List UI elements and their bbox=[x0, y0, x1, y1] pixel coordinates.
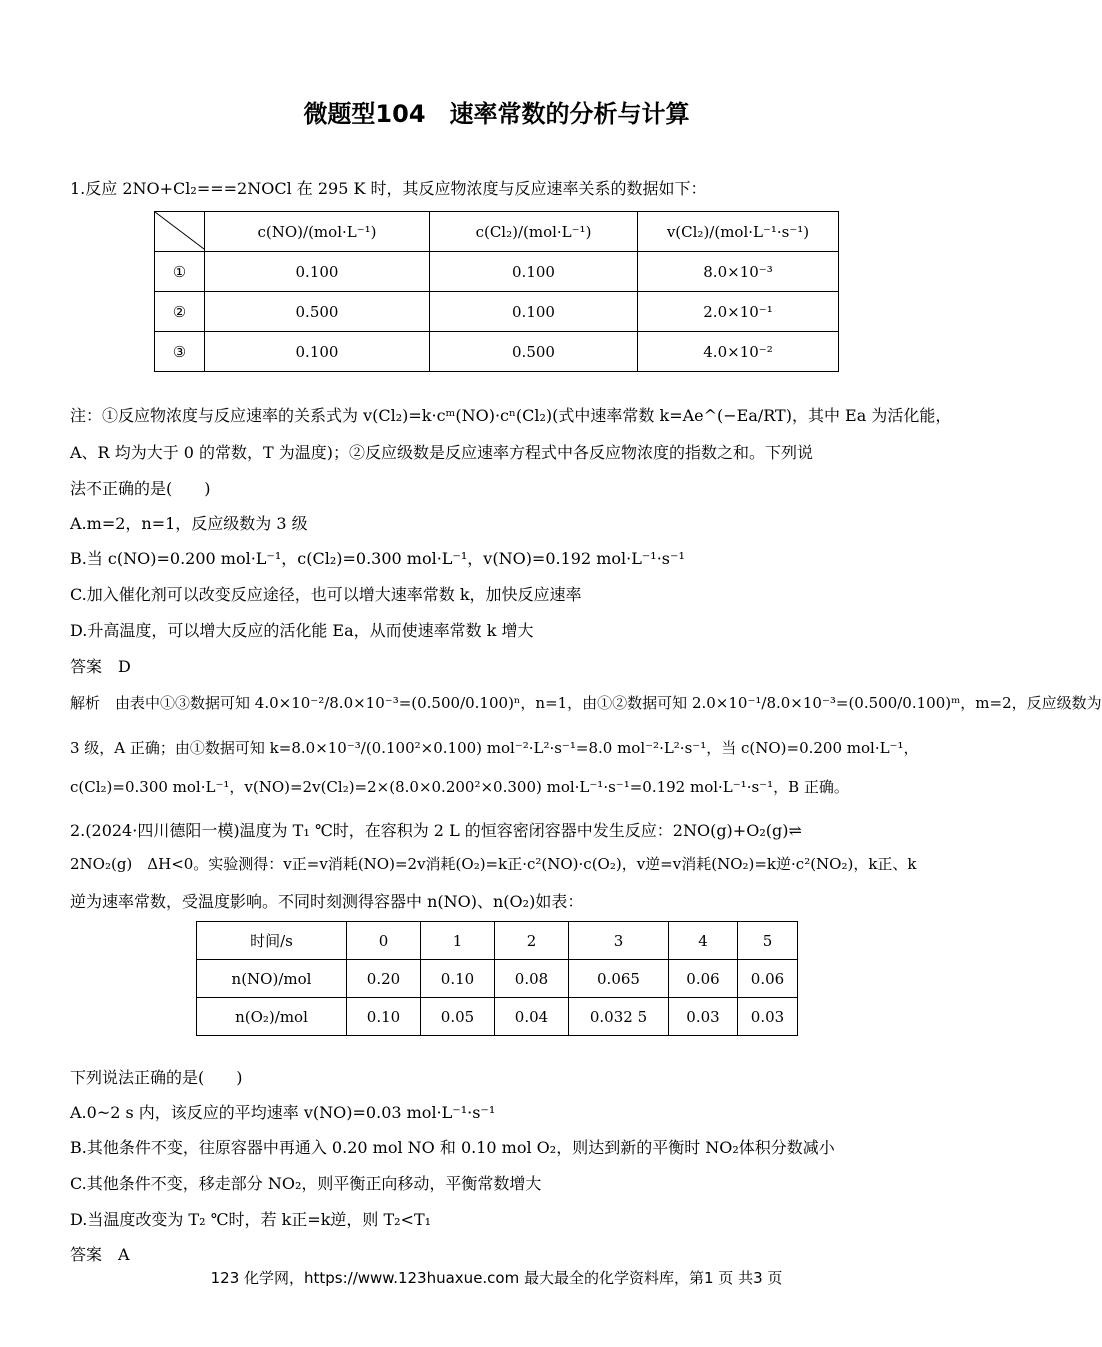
q2-option-d: D.当温度改变为 T₂ ℃时，若 k正=k逆，则 T₂<T₁ bbox=[70, 1210, 432, 1229]
q2-option-a: A.0~2 s 内，该反应的平均速率 v(NO)=0.03 mol·L⁻¹·s⁻¹ bbox=[70, 1103, 496, 1122]
q1-option-b: B.当 c(NO)=0.200 mol·L⁻¹，c(Cl₂)=0.300 mol·L⁻¹，v(NO)=0.192 mol·L⁻¹·s⁻¹ bbox=[70, 549, 685, 568]
q2-stem-line-2: 2NO₂(g) ΔH<0。实验测得：v正=v消耗(NO)=2v消耗(O₂)=k正·c²(NO)·c(O₂)，v逆=v消耗(NO₂)=k逆·c²(NO₂)，k正、k bbox=[70, 855, 917, 873]
q2-option-c: C.其他条件不变，移走部分 NO₂，则平衡正向移动，平衡常数增大 bbox=[70, 1174, 542, 1193]
q1-note-line-1: 注：①反应物浓度与反应速率的关系式为 v(Cl₂)=k·cᵐ(NO)·cⁿ(Cl₂)(式中速率常数 k=Ae^(−Ea/RT)，其中 Ea 为活化能， bbox=[70, 406, 952, 425]
table-header: 0 bbox=[347, 922, 421, 960]
table-cell: 0.065 bbox=[569, 960, 669, 998]
page-title: 微题型104 速率常数的分析与计算 bbox=[303, 100, 690, 128]
table-header: v(Cl₂)/(mol·L⁻¹·s⁻¹) bbox=[638, 212, 839, 252]
q1-note-line-3: 法不正确的是( ) bbox=[70, 479, 211, 498]
diagonal-header-cell bbox=[155, 212, 205, 252]
table-cell: 0.03 bbox=[738, 998, 798, 1036]
table-header: 时间/s bbox=[197, 922, 347, 960]
table-cell: 0.08 bbox=[495, 960, 569, 998]
table-header: 1 bbox=[421, 922, 495, 960]
table-header: 5 bbox=[738, 922, 798, 960]
table-cell: 0.500 bbox=[205, 292, 430, 332]
table-cell: 0.032 5 bbox=[569, 998, 669, 1036]
table-cell: 0.04 bbox=[495, 998, 569, 1036]
q2-data-table bbox=[196, 921, 798, 1036]
table-cell: 0.10 bbox=[347, 998, 421, 1036]
table-header: 2 bbox=[495, 922, 569, 960]
table-header-row bbox=[197, 922, 798, 960]
table-cell: 0.100 bbox=[430, 252, 638, 292]
q1-stem: 1.反应 2NO+Cl₂===2NOCl 在 295 K 时，其反应物浓度与反应速率关系的数据如下： bbox=[70, 179, 707, 198]
page-footer: 123 化学网，https://www.123huaxue.com 最大最全的化学资料库，第1 页 共3 页 bbox=[210, 1269, 783, 1287]
q2-option-b: B.其他条件不变，往原容器中再通入 0.20 mol NO 和 0.10 mol O₂，则达到新的平衡时 NO₂体积分数减小 bbox=[70, 1138, 835, 1157]
table-cell: 0.100 bbox=[205, 332, 430, 372]
q1-data-table bbox=[154, 211, 839, 372]
table-row bbox=[155, 252, 839, 292]
q2-stem-line-1: 2.(2024·四川德阳一模)温度为 T₁ ℃时，在容积为 2 L 的恒容密闭容器中发生反应：2NO(g)+O₂(g)⇌ bbox=[70, 821, 802, 840]
table-cell: 2.0×10⁻¹ bbox=[638, 292, 839, 332]
table-cell: 0.500 bbox=[430, 332, 638, 372]
table-cell: 4.0×10⁻² bbox=[638, 332, 839, 372]
q1-analysis-line-3: c(Cl₂)=0.300 mol·L⁻¹，v(NO)=2v(Cl₂)=2×(8.0×0.200²×0.300) mol·L⁻¹·s⁻¹=0.192 mol·L⁻¹·s⁻¹，B 正确。 bbox=[70, 778, 849, 796]
table-row bbox=[197, 998, 798, 1036]
q1-option-c: C.加入催化剂可以改变反应途径，也可以增大速率常数 k，加快反应速率 bbox=[70, 585, 582, 604]
row-id: ② bbox=[155, 292, 205, 332]
table-cell: 8.0×10⁻³ bbox=[638, 252, 839, 292]
table-row bbox=[155, 292, 839, 332]
table-cell: 0.10 bbox=[421, 960, 495, 998]
q1-option-a: A.m=2，n=1，反应级数为 3 级 bbox=[70, 514, 308, 533]
table-cell: 0.03 bbox=[669, 998, 738, 1036]
q1-note-line-2: A、R 均为大于 0 的常数，T 为温度)；②反应级数是反应速率方程式中各反应物浓度的指数之和。下列说 bbox=[70, 443, 814, 462]
diagonal-line-icon bbox=[155, 212, 204, 249]
table-header: c(NO)/(mol·L⁻¹) bbox=[205, 212, 430, 252]
table-cell: 0.100 bbox=[430, 292, 638, 332]
table-header: c(Cl₂)/(mol·L⁻¹) bbox=[430, 212, 638, 252]
row-id: ① bbox=[155, 252, 205, 292]
q1-analysis-line-2: 3 级，A 正确；由①数据可知 k=8.0×10⁻³/(0.100²×0.100) mol⁻²·L²·s⁻¹=8.0 mol⁻²·L²·s⁻¹，当 c(NO)=0.200 mol·L⁻¹， bbox=[70, 739, 919, 757]
table-cell: n(O₂)/mol bbox=[197, 998, 347, 1036]
table-cell: 0.06 bbox=[669, 960, 738, 998]
q1-analysis-line-1: 解析 由表中①③数据可知 4.0×10⁻²/8.0×10⁻³=(0.500/0.100)ⁿ，n=1，由①②数据可知 2.0×10⁻¹/8.0×10⁻³=(0.500/0.100)ᵐ，m=2，反应级数为 bbox=[70, 694, 1102, 712]
table-cell: 0.100 bbox=[205, 252, 430, 292]
table-cell: 0.06 bbox=[738, 960, 798, 998]
row-id: ③ bbox=[155, 332, 205, 372]
q2-answer: 答案 A bbox=[70, 1245, 130, 1264]
q1-option-d: D.升高温度，可以增大反应的活化能 Ea，从而使速率常数 k 增大 bbox=[70, 621, 534, 640]
table-cell: 0.05 bbox=[421, 998, 495, 1036]
table-cell: n(NO)/mol bbox=[197, 960, 347, 998]
q2-prompt: 下列说法正确的是( ) bbox=[70, 1068, 243, 1087]
table-header: 4 bbox=[669, 922, 738, 960]
table-row bbox=[155, 332, 839, 372]
table-cell: 0.20 bbox=[347, 960, 421, 998]
table-header: 3 bbox=[569, 922, 669, 960]
q1-answer: 答案 D bbox=[70, 657, 131, 676]
table-header-row bbox=[155, 212, 839, 252]
table-row bbox=[197, 960, 798, 998]
q2-stem-line-3: 逆为速率常数，受温度影响。不同时刻测得容器中 n(NO)、n(O₂)如表： bbox=[70, 892, 584, 911]
